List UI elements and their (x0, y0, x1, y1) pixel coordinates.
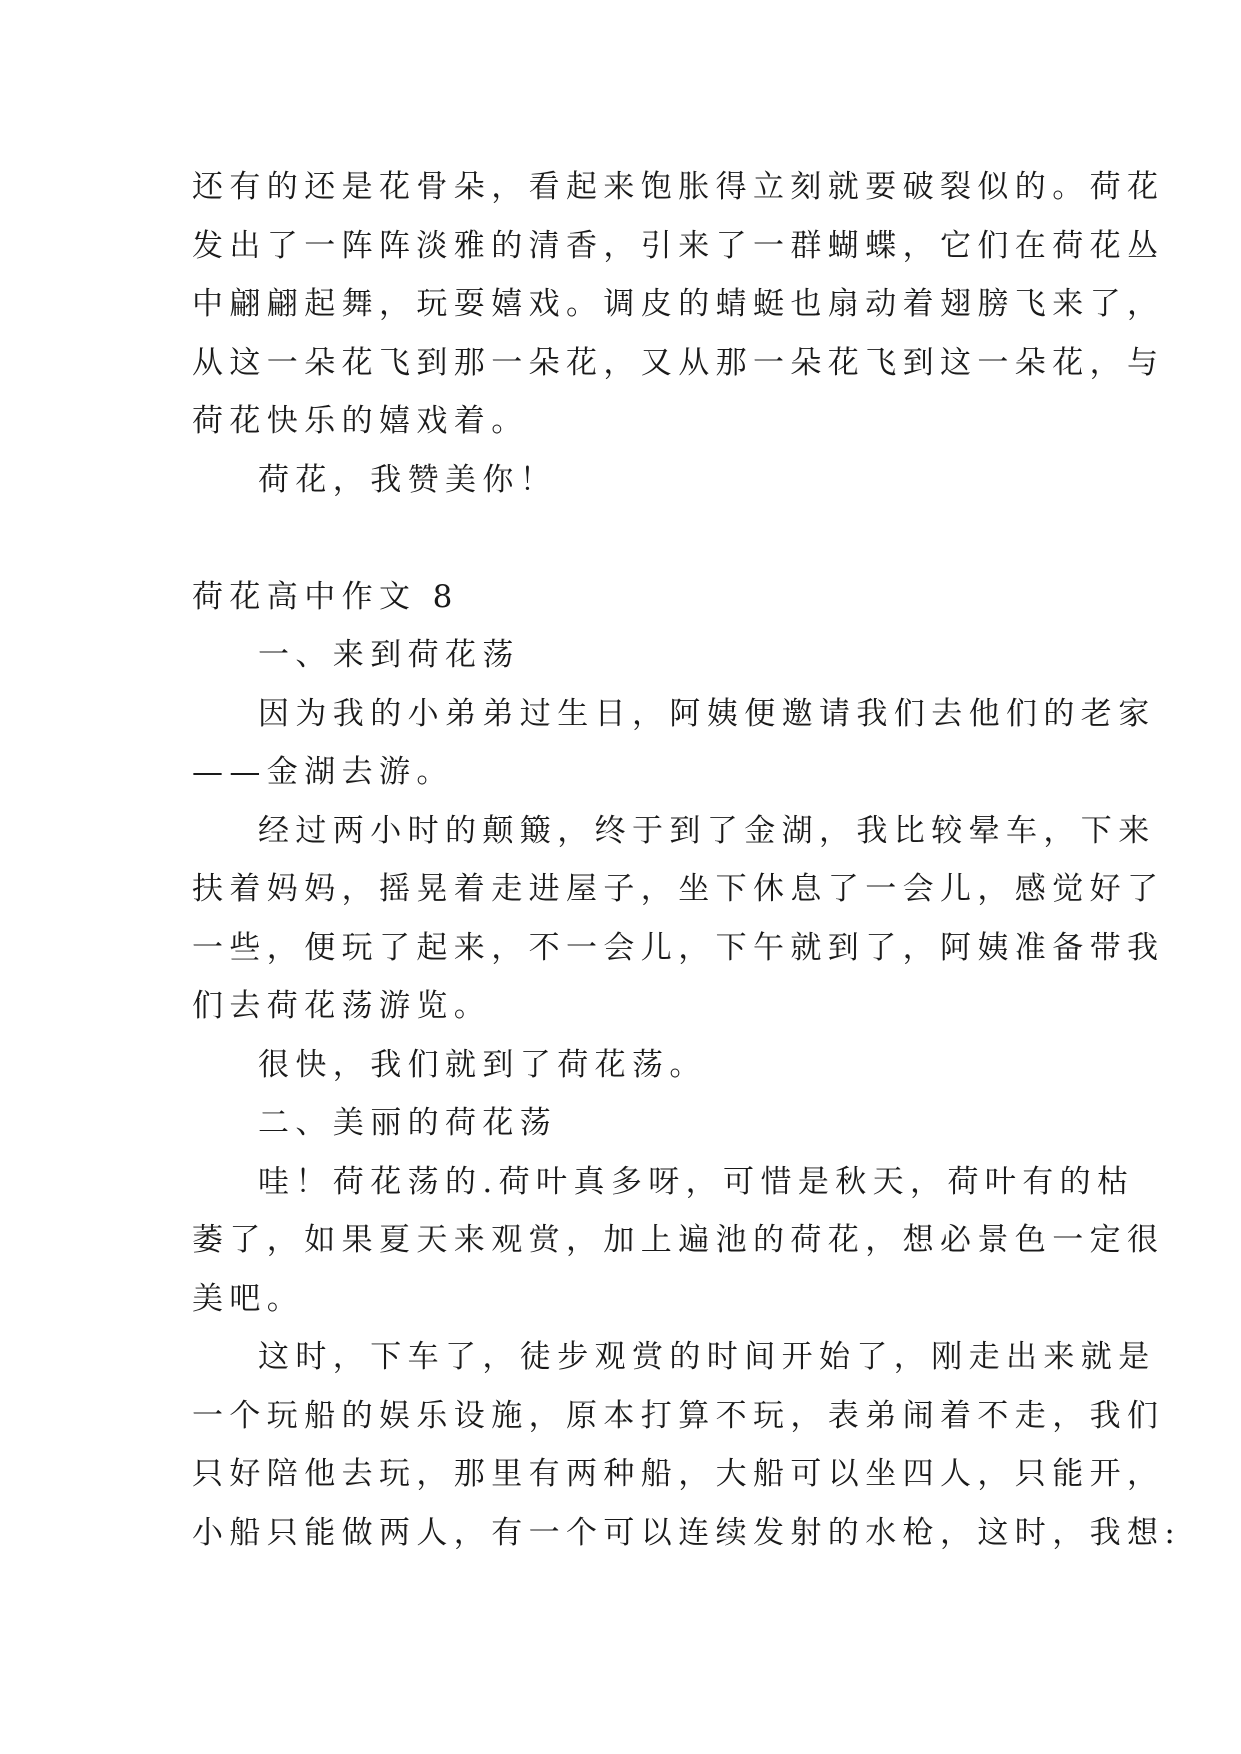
paragraph-line: 很快，我们就到了荷花荡。 (258, 1046, 707, 1083)
paragraph-line: 荷花，我赞美你！ (258, 461, 558, 498)
paragraph-line: 经过两小时的颠簸，终于到了金湖，我比较晕车，下来 (258, 812, 1156, 849)
section-title: 荷花高中作文 8 (192, 578, 459, 615)
subheading: 二、美丽的荷花荡 (258, 1105, 558, 1141)
text-line: ——金湖去游。 (192, 754, 454, 790)
text-line: 扶着妈妈，摇晃着走进屋子，坐下休息了一会儿，感觉好了 (192, 871, 1165, 907)
text-line: 一些，便玩了起来，不一会儿，下午就到了，阿姨准备带我 (192, 929, 1165, 966)
text-line: 发出了一阵阵淡雅的清香，引来了一群蝴蝶，它们在荷花丛 (192, 227, 1165, 264)
document-body (192, 158, 1182, 1562)
paragraph-line: 因为我的小弟弟过生日，阿姨便邀请我们去他们的老家 (258, 695, 1156, 732)
paragraph-line: 这时，下车了，徒步观赏的时间开始了，刚走出来就是 (258, 1339, 1156, 1375)
text-line: 从这一朵花飞到那一朵花，又从那一朵花飞到这一朵花，与 (192, 344, 1165, 381)
text-line: 中翩翩起舞，玩耍嬉戏。调皮的蜻蜓也扇动着翅膀飞来了， (192, 286, 1165, 322)
text-line: 还有的还是花骨朵，看起来饱胀得立刻就要破裂似的。荷花 (192, 169, 1165, 205)
text-line: 们去荷花荡游览。 (192, 988, 492, 1024)
text-line: 只好陪他去玩，那里有两种船，大船可以坐四人，只能开， (192, 1456, 1165, 1492)
blank-line (192, 509, 1072, 568)
text-line: 美吧。 (192, 1280, 305, 1317)
subheading: 一、来到荷花荡 (258, 637, 520, 673)
text-line: 小船只能做两人，有一个可以连续发射的水枪，这时，我想: (192, 1514, 1182, 1551)
text-line: 荷花快乐的嬉戏着。 (192, 403, 529, 439)
paragraph-line: 哇！荷花荡的.荷叶真多呀，可惜是秋天，荷叶有的枯 (258, 1163, 1135, 1200)
text-line: 一个玩船的娱乐设施，原本打算不玩，表弟闹着不走，我们 (192, 1397, 1165, 1434)
text-line: 萎了，如果夏天来观赏，加上遍池的荷花，想必景色一定很 (192, 1222, 1165, 1258)
